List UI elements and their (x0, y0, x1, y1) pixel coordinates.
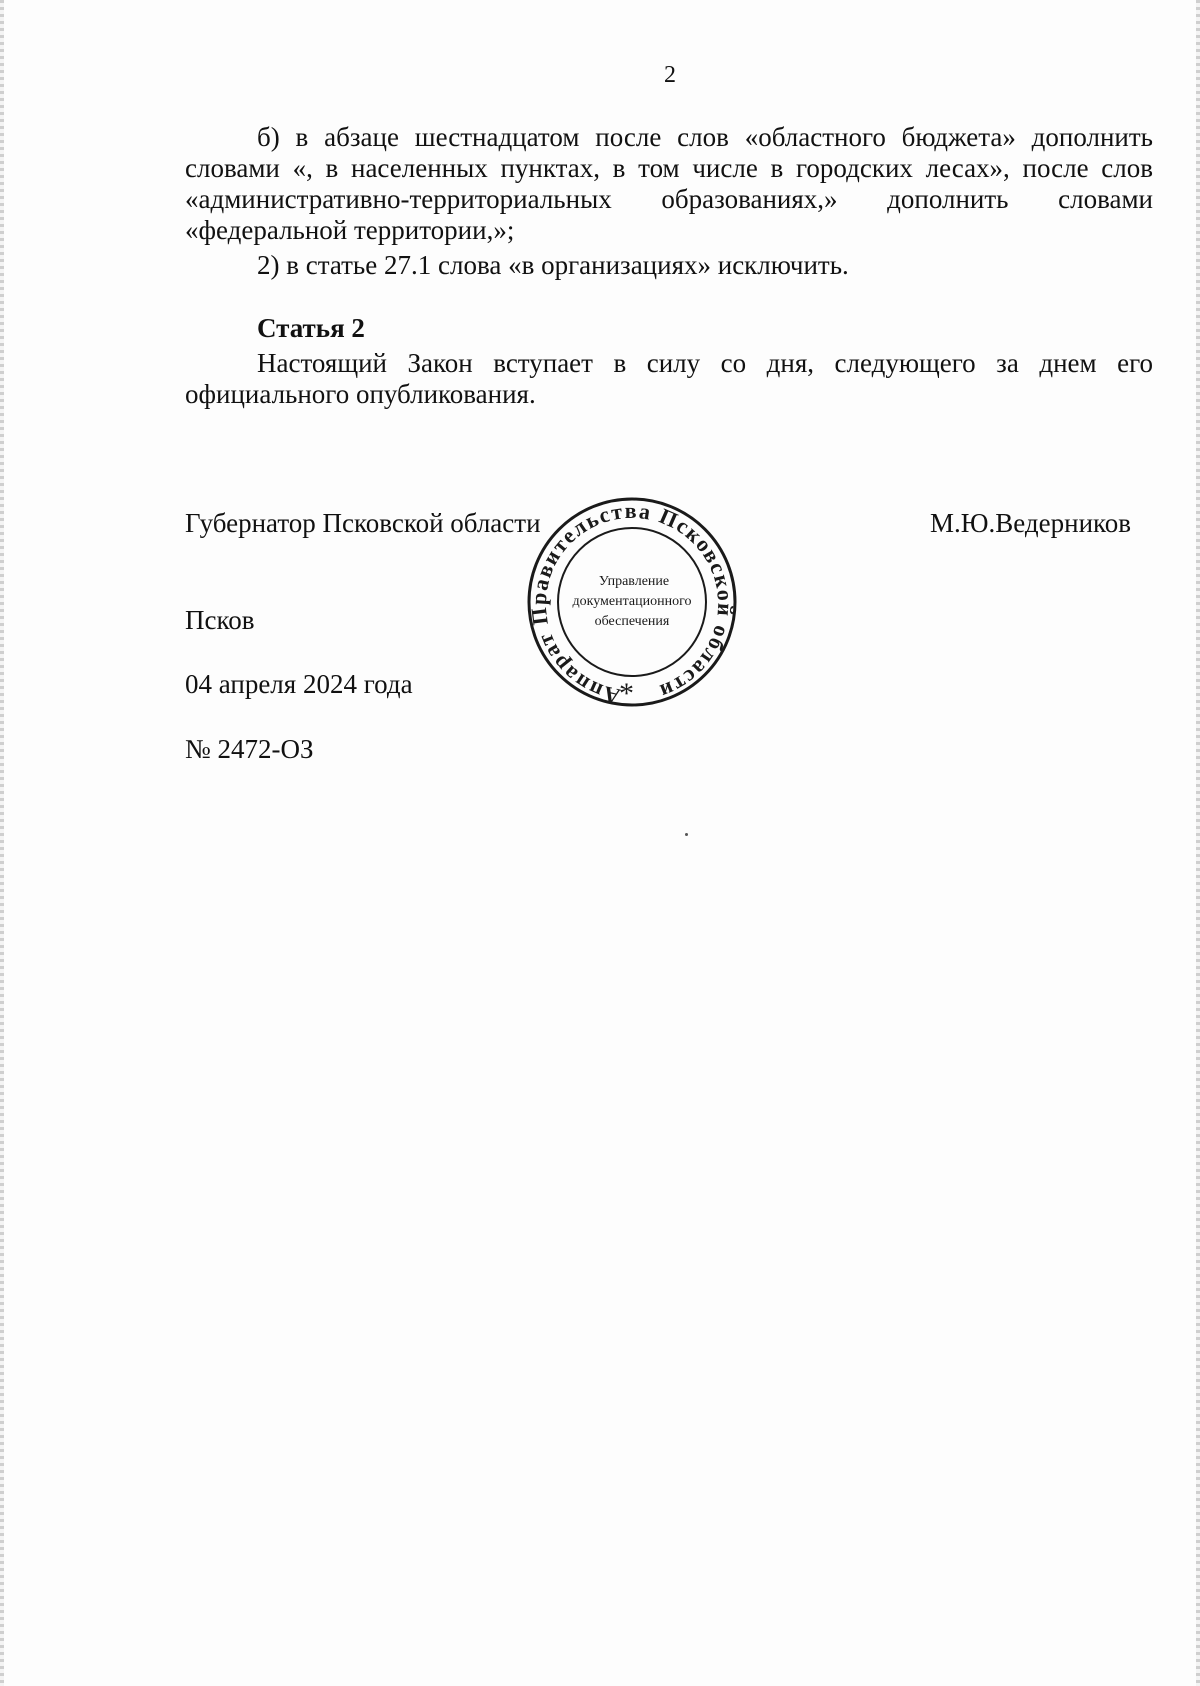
seal-inner-line-3: обеспечения (594, 614, 670, 629)
document-city: Псков (185, 605, 255, 635)
article-heading: Статья 2 (257, 313, 365, 343)
paragraph-2-text: 2) в статье 27.1 слова «в организациях» исключить. (257, 250, 849, 280)
article-2-body (185, 348, 1153, 410)
paragraph-b (185, 122, 1153, 246)
scan-edge-left (0, 0, 4, 1686)
document-number: № 2472-ОЗ (185, 734, 314, 764)
seal-inner-line-1: Управление (598, 574, 670, 589)
paragraph-2 (185, 250, 1153, 281)
paragraph-b-text: б) в абзаце шестнадцатом после слов «областного бюджета» дополнить словами «, в населенных пунктах, в том числе в городских лесах», после слов «административно-территориальных образованиях,» дополнить словами «федеральной территории,»; (185, 122, 1153, 245)
signatory-name: М.Ю.Ведерников (930, 508, 1132, 538)
scan-edge-right (1196, 0, 1200, 1686)
article-2-text: Настоящий Закон вступает в силу со дня, следующего за днем его официального опубликования. (185, 348, 1153, 409)
document-date: 04 апреля 2024 года (185, 669, 413, 699)
official-seal-stamp (520, 490, 745, 710)
seal-star-symbol: * (619, 677, 634, 710)
seal-inner-line-2: документационного (572, 594, 692, 609)
scan-speck (685, 833, 688, 836)
signatory-title: Губернатор Псковской области (185, 508, 541, 538)
page-number: 2 (664, 62, 676, 88)
seal-outer-text-path: Аппарат Правительства Псковской области (525, 497, 739, 710)
